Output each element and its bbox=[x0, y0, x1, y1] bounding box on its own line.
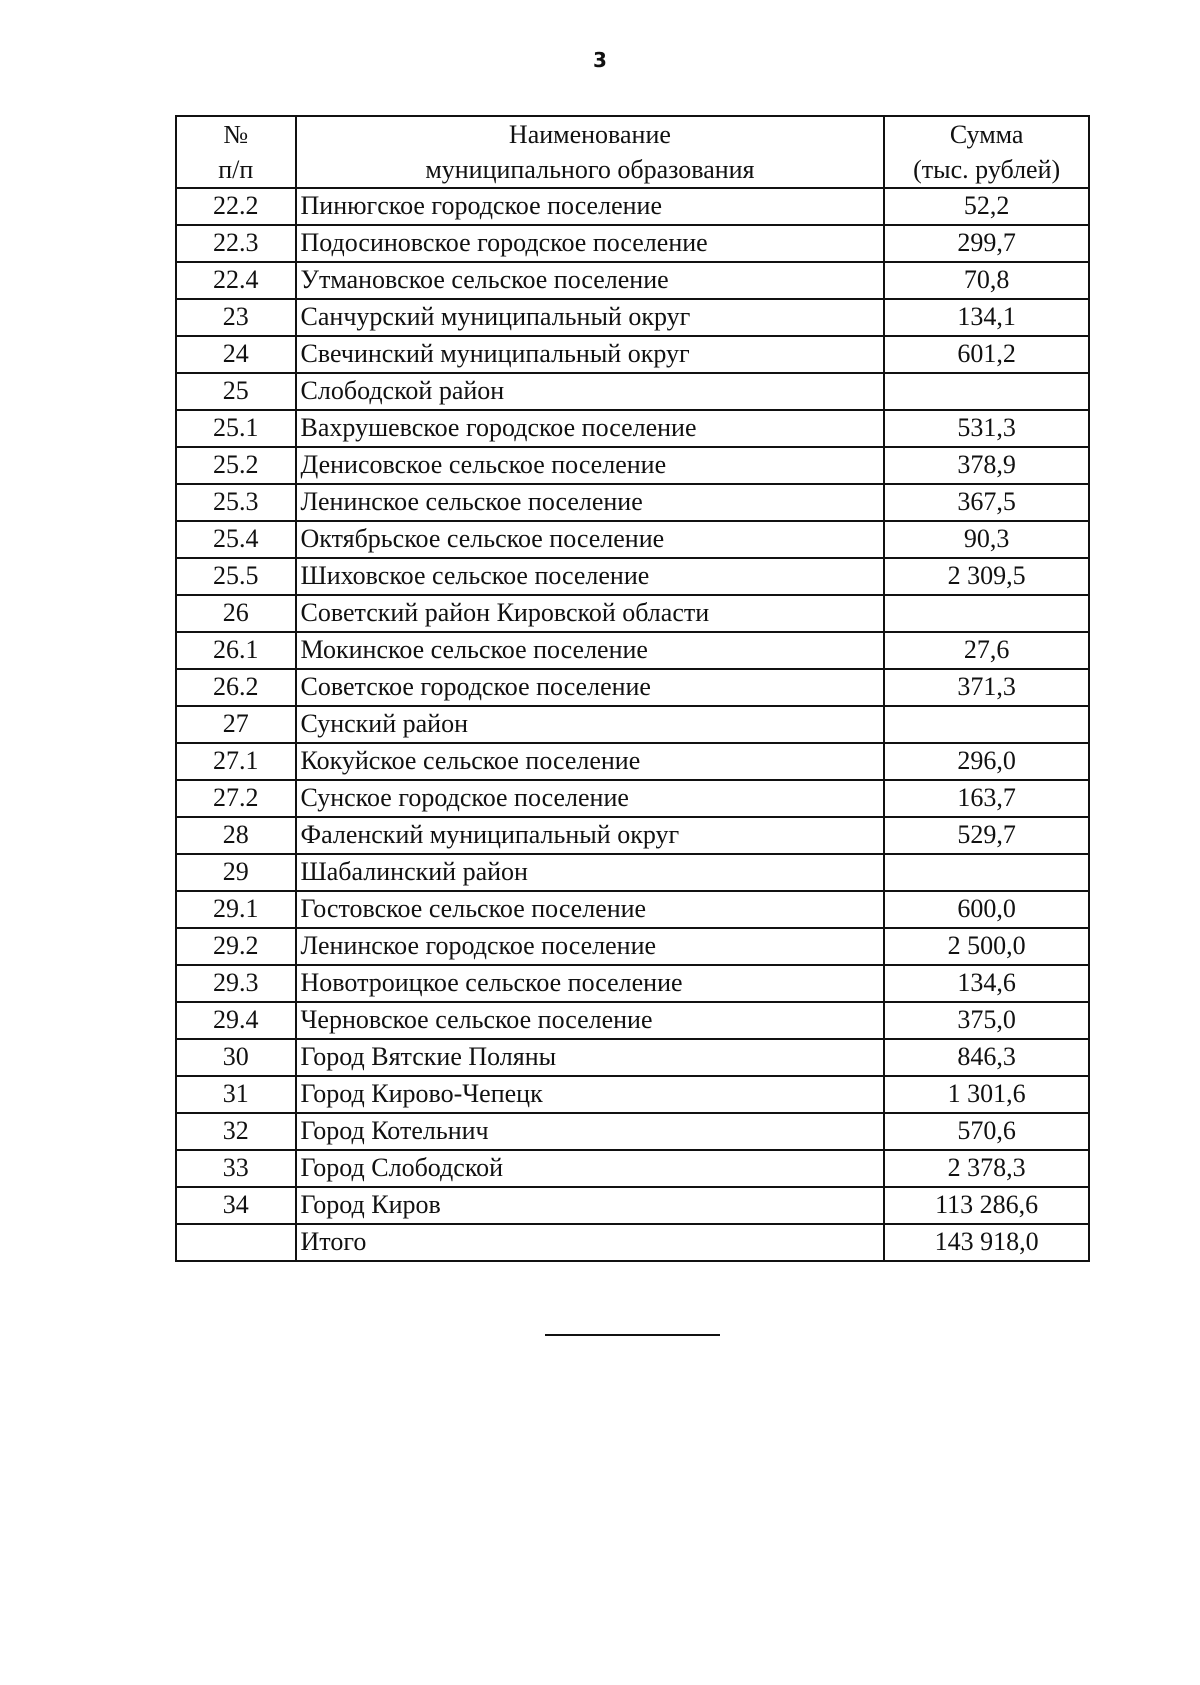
row-number: 29 bbox=[176, 854, 296, 891]
row-number: 27.1 bbox=[176, 743, 296, 780]
amount-cell: 296,0 bbox=[884, 743, 1089, 780]
row-number: 25 bbox=[176, 373, 296, 410]
municipality-name: Сунское городское поселение bbox=[296, 780, 885, 817]
amount-cell: 134,1 bbox=[884, 299, 1089, 336]
municipality-name: Ленинское сельское поселение bbox=[296, 484, 885, 521]
municipality-name: Город Кирово-Чепецк bbox=[296, 1076, 885, 1113]
municipality-name: Советский район Кировской области bbox=[296, 595, 885, 632]
table-row bbox=[176, 1039, 1089, 1076]
row-number: 32 bbox=[176, 1113, 296, 1150]
row-number: 25.3 bbox=[176, 484, 296, 521]
table-row bbox=[176, 928, 1089, 965]
amount-cell: 70,8 bbox=[884, 262, 1089, 299]
row-number: 29.4 bbox=[176, 1002, 296, 1039]
municipality-name: Вахрушевское городское поселение bbox=[296, 410, 885, 447]
municipality-name: Город Вятские Поляны bbox=[296, 1039, 885, 1076]
municipality-name: Подосиновское городское поселение bbox=[296, 225, 885, 262]
row-number: 34 bbox=[176, 1187, 296, 1224]
header-number-line1: № bbox=[223, 120, 249, 149]
row-number: 25.5 bbox=[176, 558, 296, 595]
row-number: 23 bbox=[176, 299, 296, 336]
amount-cell: 90,3 bbox=[884, 521, 1089, 558]
amount-cell: 299,7 bbox=[884, 225, 1089, 262]
row-number: 27.2 bbox=[176, 780, 296, 817]
table-row bbox=[176, 854, 1089, 891]
municipality-name: Гостовское сельское поселение bbox=[296, 891, 885, 928]
municipality-name: Мокинское сельское поселение bbox=[296, 632, 885, 669]
row-number: 29.2 bbox=[176, 928, 296, 965]
row-number: 33 bbox=[176, 1150, 296, 1187]
header-number-line2: п/п bbox=[218, 155, 254, 185]
row-number: 24 bbox=[176, 336, 296, 373]
municipality-name: Черновское сельское поселение bbox=[296, 1002, 885, 1039]
table-row bbox=[176, 521, 1089, 558]
municipality-name: Ленинское городское поселение bbox=[296, 928, 885, 965]
amount-cell: 113 286,6 bbox=[884, 1187, 1089, 1224]
amount-cell: 570,6 bbox=[884, 1113, 1089, 1150]
municipality-name: Денисовское сельское поселение bbox=[296, 447, 885, 484]
table-row bbox=[176, 225, 1089, 262]
municipality-name: Свечинский муниципальный округ bbox=[296, 336, 885, 373]
municipality-name: Октябрьское сельское поселение bbox=[296, 521, 885, 558]
municipality-name: Город Киров bbox=[296, 1187, 885, 1224]
row-number: 25.4 bbox=[176, 521, 296, 558]
row-number: 22.2 bbox=[176, 188, 296, 225]
table-row bbox=[176, 1187, 1089, 1224]
table-row bbox=[176, 780, 1089, 817]
municipality-name: Санчурский муниципальный округ bbox=[296, 299, 885, 336]
municipality-name: Фаленский муниципальный округ bbox=[296, 817, 885, 854]
municipality-name: Шиховское сельское поселение bbox=[296, 558, 885, 595]
table-header bbox=[176, 116, 1089, 188]
table-row bbox=[176, 743, 1089, 780]
row-number: 30 bbox=[176, 1039, 296, 1076]
table-row bbox=[176, 410, 1089, 447]
table-row bbox=[176, 632, 1089, 669]
header-number bbox=[176, 116, 296, 188]
amount-cell: 2 378,3 bbox=[884, 1150, 1089, 1187]
municipality-name: Город Слободской bbox=[296, 1150, 885, 1187]
amount-cell: 531,3 bbox=[884, 410, 1089, 447]
amount-cell: 846,3 bbox=[884, 1039, 1089, 1076]
header-sum-line2: (тыс. рублей) bbox=[913, 155, 1061, 185]
header-sum-line1: Сумма bbox=[949, 120, 1024, 149]
table-row bbox=[176, 1002, 1089, 1039]
table-row bbox=[176, 669, 1089, 706]
amount-cell: 378,9 bbox=[884, 447, 1089, 484]
table-row bbox=[176, 558, 1089, 595]
row-number: 27 bbox=[176, 706, 296, 743]
table-row bbox=[176, 262, 1089, 299]
municipality-name: Кокуйское сельское поселение bbox=[296, 743, 885, 780]
header-row bbox=[176, 116, 1089, 188]
table-row bbox=[176, 188, 1089, 225]
amount-cell: 601,2 bbox=[884, 336, 1089, 373]
end-divider bbox=[545, 1334, 720, 1336]
row-number: 26 bbox=[176, 595, 296, 632]
row-number: 22.4 bbox=[176, 262, 296, 299]
row-number: 26.1 bbox=[176, 632, 296, 669]
table-row bbox=[176, 336, 1089, 373]
table-row bbox=[176, 373, 1089, 410]
municipality-name: Пинюгское городское поселение bbox=[296, 188, 885, 225]
header-name bbox=[296, 116, 885, 188]
municipality-name: Советское городское поселение bbox=[296, 669, 885, 706]
table-row bbox=[176, 595, 1089, 632]
amount-cell: 52,2 bbox=[884, 188, 1089, 225]
municipality-name: Город Котельнич bbox=[296, 1113, 885, 1150]
amount-cell bbox=[884, 595, 1089, 632]
amount-cell: 600,0 bbox=[884, 891, 1089, 928]
table-row bbox=[176, 299, 1089, 336]
table-row bbox=[176, 706, 1089, 743]
municipality-name: Новотроицкое сельское поселение bbox=[296, 965, 885, 1002]
amount-cell bbox=[884, 706, 1089, 743]
table-row bbox=[176, 965, 1089, 1002]
amount-cell: 2 500,0 bbox=[884, 928, 1089, 965]
amount-cell: 163,7 bbox=[884, 780, 1089, 817]
table-row bbox=[176, 484, 1089, 521]
amount-cell: 367,5 bbox=[884, 484, 1089, 521]
amount-cell bbox=[884, 373, 1089, 410]
header-name-line2: муниципального образования bbox=[425, 155, 755, 185]
amount-cell: 2 309,5 bbox=[884, 558, 1089, 595]
amount-cell: 27,6 bbox=[884, 632, 1089, 669]
municipality-name: Шабалинский район bbox=[296, 854, 885, 891]
row-number: 29.3 bbox=[176, 965, 296, 1002]
page-number: 3 bbox=[593, 48, 607, 72]
table-row bbox=[176, 817, 1089, 854]
table-row bbox=[176, 1076, 1089, 1113]
header-name-line1: Наименование bbox=[508, 120, 671, 149]
table-row bbox=[176, 891, 1089, 928]
municipality-name: Сунский район bbox=[296, 706, 885, 743]
amount-cell: 143 918,0 bbox=[884, 1224, 1089, 1261]
row-number: 25.1 bbox=[176, 410, 296, 447]
table-row bbox=[176, 447, 1089, 484]
header-sum bbox=[884, 116, 1089, 188]
amount-cell: 371,3 bbox=[884, 669, 1089, 706]
total-row bbox=[176, 1224, 1089, 1261]
row-number: 26.2 bbox=[176, 669, 296, 706]
row-number: 28 bbox=[176, 817, 296, 854]
row-number: 29.1 bbox=[176, 891, 296, 928]
row-number: 31 bbox=[176, 1076, 296, 1113]
municipality-name: Слободской район bbox=[296, 373, 885, 410]
row-number: 22.3 bbox=[176, 225, 296, 262]
municipality-name: Итого bbox=[296, 1224, 885, 1261]
row-number: 25.2 bbox=[176, 447, 296, 484]
table-row bbox=[176, 1150, 1089, 1187]
row-number bbox=[176, 1224, 296, 1261]
municipality-name: Утмановское сельское поселение bbox=[296, 262, 885, 299]
amount-cell: 1 301,6 bbox=[884, 1076, 1089, 1113]
amount-cell: 375,0 bbox=[884, 1002, 1089, 1039]
amount-cell: 529,7 bbox=[884, 817, 1089, 854]
amount-cell bbox=[884, 854, 1089, 891]
allocation-table bbox=[175, 115, 1090, 1262]
amount-cell: 134,6 bbox=[884, 965, 1089, 1002]
table-row bbox=[176, 1113, 1089, 1150]
table-body bbox=[176, 188, 1089, 1261]
